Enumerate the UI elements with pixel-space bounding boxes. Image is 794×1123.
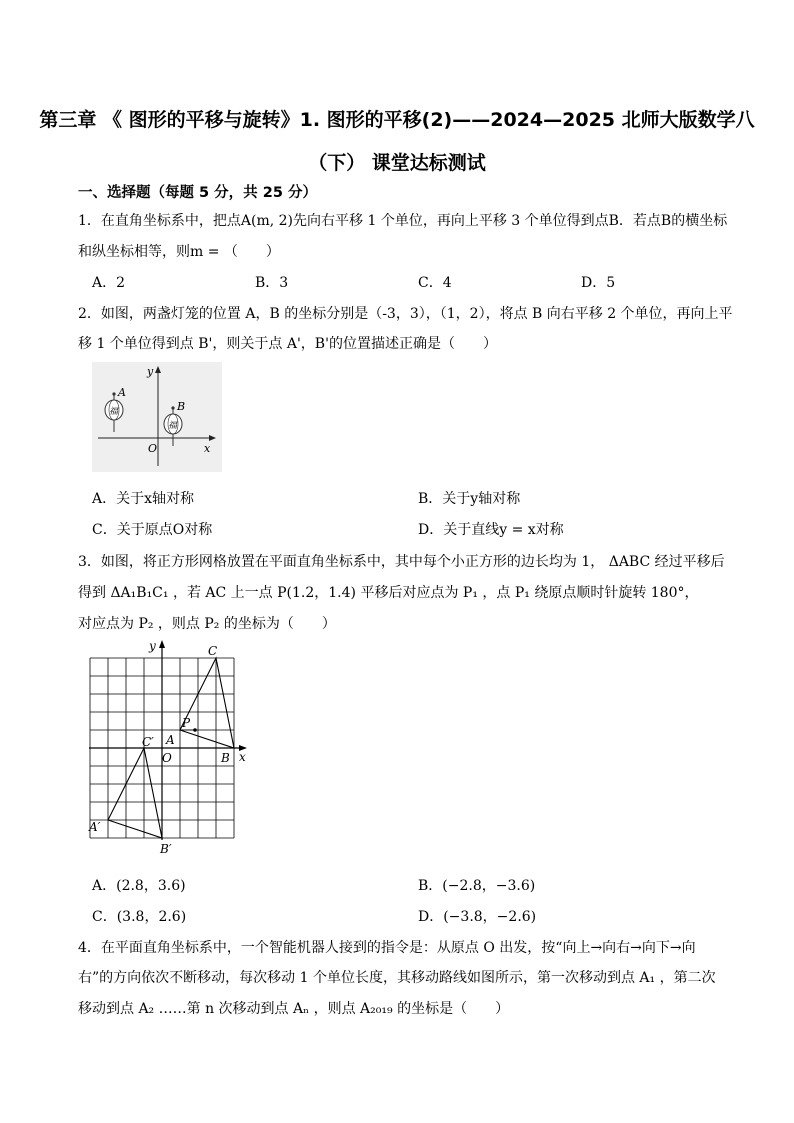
q1-stem-line2: 和纵坐标相等，则m = （ ） (78, 244, 280, 260)
q2-stem-line1: 2．如图，两盏灯笼的位置 A，B 的坐标分别是（-3，3），（1，2），将点 B 向右平移 2 个单位，再向上平 (78, 306, 733, 322)
triangle-abc (180, 658, 234, 748)
q3-label-c: C (208, 644, 218, 658)
q3-y-label: y (149, 639, 156, 653)
q3-option-c[interactable]: C．(3.8，2.6) (92, 909, 187, 925)
triangle-a1b1c1 (108, 748, 162, 838)
q3-stem-line3: 对应点为 P₂ ，则点 P₂ 的坐标为（ ） (78, 616, 336, 632)
q3-stem-line1: 3．如图，将正方形网格放置在平面直角坐标系中，其中每个小正方形的边长均为 1， ΔABC 经过平移后 (78, 554, 725, 570)
q2-option-a[interactable]: A．关于x轴对称 (92, 491, 195, 507)
q1-option-b[interactable]: B．3 (255, 275, 289, 291)
q3-y-arrow (159, 640, 165, 648)
q2-y-label: y (147, 365, 154, 378)
section-heading: 一、选择题（每题 5 分，共 25 分） (78, 185, 317, 201)
q3-label-c-prime: C′ (142, 735, 154, 749)
q3-option-a[interactable]: A．(2.8，3.6) (92, 878, 186, 894)
q2-x-label: x (204, 442, 211, 455)
q3-option-b[interactable]: B．(−2.8，−3.6) (418, 878, 536, 894)
q2-label-b: B (177, 400, 186, 413)
q2-label-a: A (118, 386, 126, 399)
q3-stem-line2: 得到 ΔA₁B₁C₁ ，若 AC 上一点 P(1.2，1.4) 平移后对应点为 P₁ ，点 P₁ 绕原点顺时针旋转 180°， (78, 585, 699, 601)
q2-option-b[interactable]: B．关于y轴对称 (418, 491, 521, 507)
q3-label-b-prime: B′ (160, 842, 172, 856)
q4-stem-line3: 移动到点 A₂ ……第 n 次移动到点 Aₙ ，则点 A₂₀₁₉ 的坐标是（ ） (78, 1001, 510, 1017)
q2-lantern-figure (92, 362, 222, 472)
q3-label-p: P (182, 716, 191, 730)
q1-option-c[interactable]: C．4 (418, 275, 452, 291)
q3-origin-label: O (162, 751, 172, 765)
page-title-line2: （下） 课堂达标测试 (308, 152, 486, 174)
q4-stem-line1: 4．在平面直角坐标系中，一个智能机器人接到的指令是：从原点 O 出发，按“向上→向右→向下→向 (78, 940, 696, 956)
q1-option-a[interactable]: A．2 (92, 275, 126, 291)
q2-option-c[interactable]: C．关于原点O对称 (92, 522, 213, 538)
svg-text:福: 福 (168, 421, 178, 431)
q1-option-d[interactable]: D．5 (581, 275, 616, 291)
q2-stem-line2: 移 1 个单位得到点 B'，则关于点 A'，B'的位置描述正确是（ ） (78, 336, 497, 352)
q3-label-a: A (166, 733, 175, 747)
q3-label-a-prime: A′ (89, 820, 101, 834)
svg-text:福: 福 (109, 407, 119, 417)
q3-label-b: B (221, 751, 230, 765)
q3-option-d[interactable]: D．(−3.8，−2.6) (418, 909, 537, 925)
q2-origin-label: O (148, 442, 158, 455)
q1-stem-line1: 1．在直角坐标系中，把点A(m, 2)先向右平移 1 个单位，再向上平移 3 个单位得到点B．若点B的横坐标 (78, 213, 728, 229)
q3-grid-figure (84, 638, 254, 860)
q2-option-d[interactable]: D．关于直线y = x对称 (418, 522, 564, 538)
page-title-line1: 第三章 《 图形的平移与旋转》1. 图形的平移(2)——2024—2025 北师大版数学八 (39, 109, 755, 131)
q3-x-label: x (239, 750, 246, 764)
q4-stem-line2: 右”的方向依次不断移动，每次移动 1 个单位长度，其移动路线如图所示，第一次移动到点 A₁ ，第二次 (78, 970, 716, 986)
